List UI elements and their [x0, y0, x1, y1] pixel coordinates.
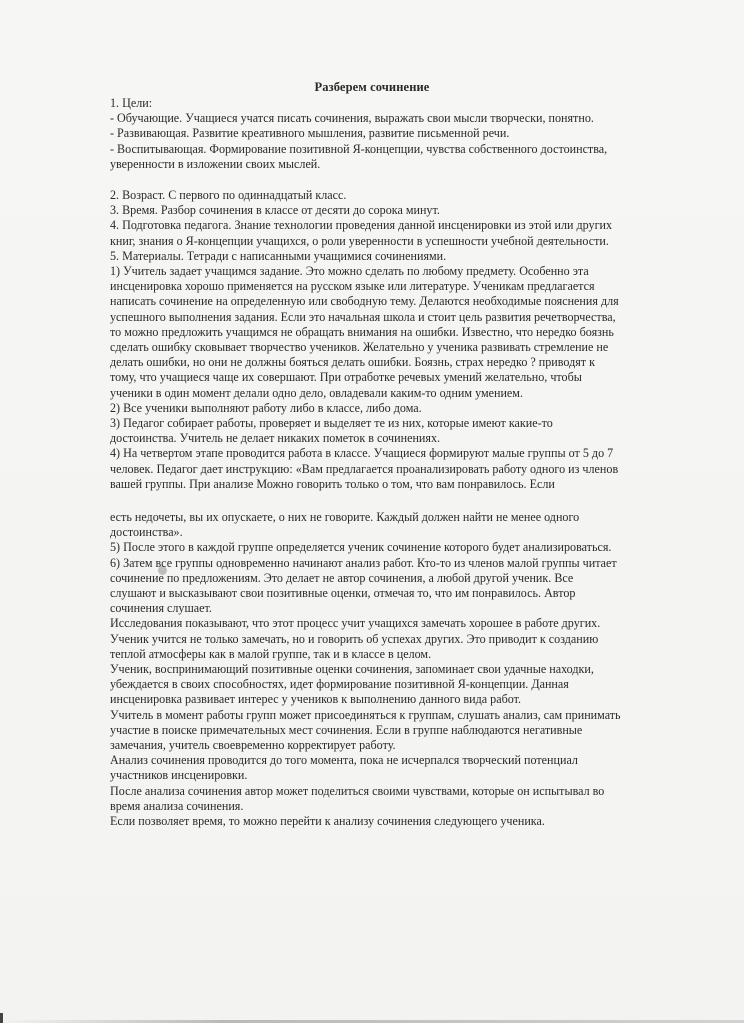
text-line: время анализа сочинения. — [110, 798, 244, 813]
text-line: После анализа сочинения автор может поделиться своими чувствами, которые он испытывал во — [110, 783, 605, 798]
text-line: - Воспитывающая. Формирование позитивной Я-концепции, чувства собственного достоинства, — [110, 141, 608, 156]
text-line: замечания, учитель своевременно корректирует работу. — [110, 738, 396, 753]
goals-section — [110, 96, 700, 172]
text-line: 5. Материалы. Тетради с написанными учащимися сочинениями. — [110, 248, 447, 263]
text-line: есть недочеты, вы их опускаете, о них не говорите. Каждый должен найти не менее одного — [110, 510, 580, 524]
text-line: 2. Возраст. С первого по одиннадцатый класс. — [110, 188, 347, 202]
text-line: - Обучающие. Учащиеся учатся писать сочинения, выражать свои мысли творчески, понятно. — [110, 111, 594, 126]
text-line: 4) На четвертом этапе проводится работа в классе. Учащиеся формируют малые группы от 5 до 7 — [110, 446, 614, 461]
text-line: делать ошибки, но они не должны бояться делать ошибки. Боязнь, страх нередко ? приводят к — [110, 355, 595, 370]
text-line: написать сочинение на определенную или свободную тему. Делаются необходимые пояснения для — [110, 294, 619, 309]
text-line: уверенности в изложении своих мыслей. — [110, 156, 321, 171]
text-line: - Развивающая. Развитие креативного мышления, развитие письменной речи. — [110, 126, 510, 141]
text-line: достоинства». — [110, 525, 183, 540]
text-line: теплой атмосферы как в малой группе, так и в классе в целом. — [110, 646, 432, 661]
text-line: книг, знания о Я-концепции учащихся, о роли уверенности в успешности учебной деятельности. — [110, 233, 609, 248]
text-line: убеждается в своих способностях, идет формирование позитивной Я-концепции. Данная — [110, 677, 569, 692]
text-line: человек. Педагог дает инструкцию: «Вам предлагается проанализировать работу одного из членов — [110, 461, 619, 476]
page-title: Разберем сочинение — [314, 80, 430, 94]
text-line: Ученик учится не только замечать, но и говорить об успехах других. Это приводит к созданию — [110, 631, 599, 646]
text-line: 6) Затем все группы одновременно начинают анализ работ. Кто-то из членов малой группы читает — [110, 555, 617, 570]
text-line: инсценировка хорошо применяется на русском языке или литературе. Ученикам предлагается — [110, 279, 595, 294]
text-line: успешного выполнения задания. Если это начальная школа и стоит цель развития речетворчества, — [110, 309, 616, 324]
scan-speck — [158, 566, 167, 575]
text-line: участие в поиске примечательных мест сочинения. Если в группе наблюдаются негативные — [110, 722, 583, 737]
text-line: сочинение по предложениям. Это делает не автор сочинения, а любой другой ученик. Все — [110, 570, 574, 585]
text-line: Исследования показывают, что этот процесс учит учащихся замечать хорошее в работе других. — [110, 616, 601, 631]
text-line: слушают и высказывают свои позитивные оценки, отмечая то, что им понравилось. Автор — [110, 586, 576, 601]
text-line: инсценировка развивает интерес у учеников к выполнению данного вида работ. — [110, 692, 522, 707]
text-line: 3. Время. Разбор сочинения в классе от десяти до сорока минут. — [110, 203, 440, 218]
text-line: 2) Все ученики выполняют работу либо в классе, либо дома. — [110, 400, 422, 415]
text-line: Анализ сочинения проводится до того момента, пока не исчерпался творческий потенциал — [110, 753, 578, 768]
text-line: ученики в один момент делали одно дело, овладевали каким-то одним умением. — [110, 385, 523, 400]
text-line: вашей группы. При анализе Можно говорить только о том, что вам понравилось. Если — [110, 476, 555, 491]
text-line: участников инсценировки. — [110, 768, 248, 783]
text-line: Учитель в момент работы групп может присоединяться к группам, слушать анализ, сам принимать — [110, 707, 621, 722]
text-line: Ученик, воспринимающий позитивные оценки сочинения, запоминает свои удачные находки, — [110, 662, 594, 677]
text-line: сочинения слушает. — [110, 601, 212, 616]
text-line: Если позволяет время, то можно перейти к анализу сочинения следующего ученика. — [110, 814, 545, 829]
text-line: 1. Цели: — [110, 96, 153, 110]
text-line: сделать ошибку сковывает творчество учеников. Желательно у ученика развивать стремление не — [110, 340, 609, 355]
text-line: 1) Учитель задает учащимся задание. Это можно сделать по любому предмету. Особенно эта — [110, 264, 589, 279]
text-line: 4. Подготовка педагога. Знание технологии проведения данной инсценировки из этой или других — [110, 218, 613, 233]
analysis-section — [110, 510, 700, 829]
text-line: то можно предложить учащимся не обращать внимания на ошибки. Известно, что нередко боязнь — [110, 324, 614, 339]
text-line: достоинства. Учитель не делает никаких пометок в сочинениях. — [110, 431, 441, 446]
text-line: 3) Педагог собирает работы, проверяет и выделяет те из них, которые имеют какие-то — [110, 416, 553, 431]
procedure-section — [110, 188, 700, 492]
text-line: тому, что учащиеся чаще их совершают. При отработке речевых умений желательно, чтобы — [110, 370, 582, 385]
text-line: 5) После этого в каждой группе определяется ученик сочинение которого будет анализироваться. — [110, 540, 612, 555]
